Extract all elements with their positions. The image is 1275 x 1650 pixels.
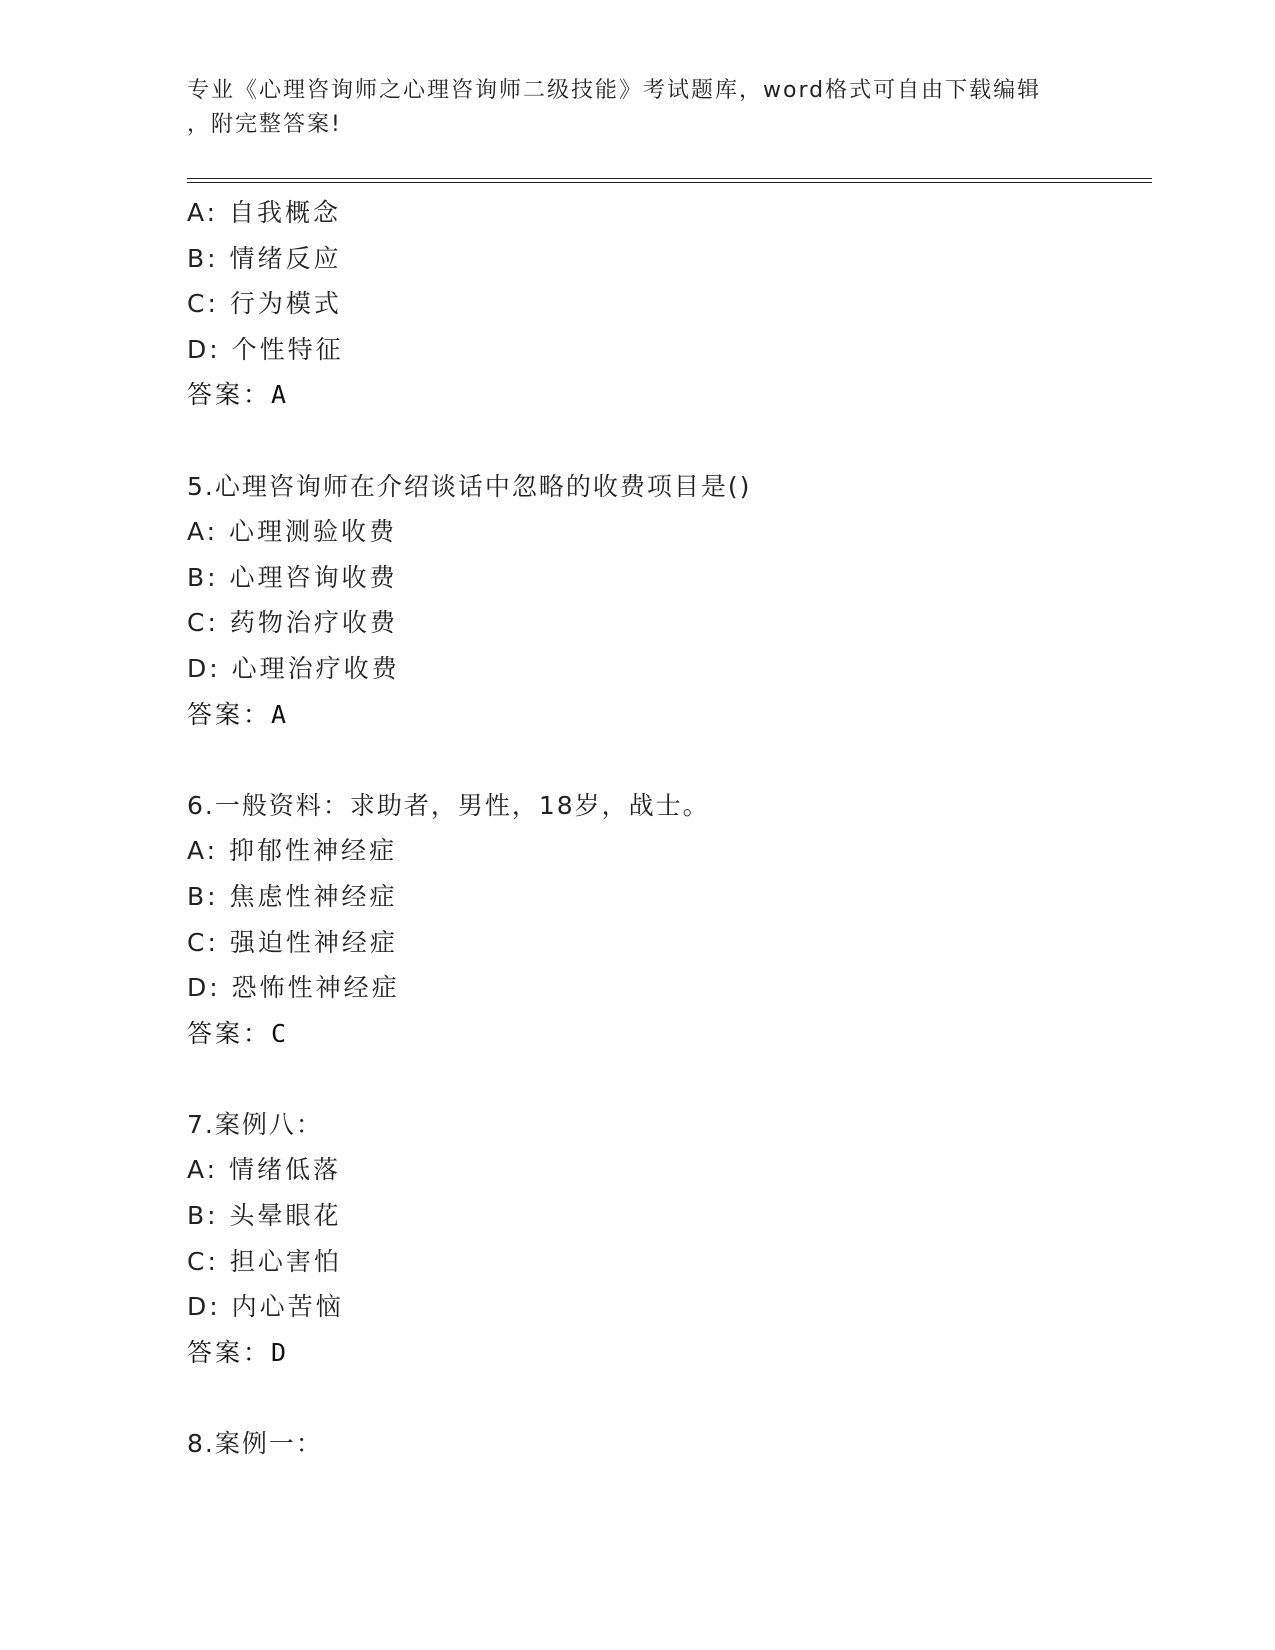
- document-header: [187, 74, 1067, 142]
- option-c: C: 担心害怕: [187, 1246, 342, 1276]
- option-a: A: 情绪低落: [187, 1155, 342, 1185]
- spacer: [187, 418, 1087, 464]
- question-4: [187, 190, 1087, 418]
- option-a: A: 抑郁性神经症: [187, 836, 398, 866]
- option-d: D: 内心苦恼: [187, 1292, 344, 1322]
- answer-line: [187, 1011, 1087, 1057]
- option-c: C: 行为模式: [187, 289, 342, 319]
- spacer: [187, 737, 1087, 783]
- question-6: [187, 783, 1087, 1057]
- answer-value: A: [271, 380, 287, 410]
- answer-label: 答案：: [187, 1018, 272, 1048]
- header-rule-bottom: [187, 182, 1152, 183]
- question-5: [187, 464, 1087, 738]
- option-c: C: 药物治疗收费: [187, 608, 398, 638]
- answer-value: A: [271, 699, 287, 729]
- question-title: 8.案例一：: [187, 1429, 323, 1459]
- header-rule-top: [187, 178, 1152, 179]
- option-a: A: 心理测验收费: [187, 517, 398, 547]
- option-d: D: 心理治疗收费: [187, 653, 400, 683]
- answer-value: C: [271, 1018, 287, 1048]
- question-7: [187, 1102, 1087, 1376]
- option-c: C: 强迫性神经症: [187, 927, 398, 957]
- option-b: B: 头晕眼花: [187, 1201, 342, 1231]
- question-list: [187, 190, 1087, 1467]
- option-d: D: 恐怖性神经症: [187, 973, 400, 1003]
- question-title: 5.心理咨询师在介绍谈话中忽略的收费项目是(): [187, 471, 752, 501]
- answer-label: 答案：: [187, 699, 272, 729]
- spacer: [187, 1375, 1087, 1421]
- answer-line: [187, 372, 1087, 418]
- spacer: [187, 1056, 1087, 1102]
- answer-label: 答案：: [187, 380, 272, 410]
- header-line-1: 专业《心理咨询师之心理咨询师二级技能》考试题库，word格式可自由下载编辑: [187, 78, 1042, 103]
- question-title: 6.一般资料：求助者，男性，18岁，战士。: [187, 790, 710, 820]
- option-b: B: 焦虑性神经症: [187, 881, 398, 911]
- question-8: [187, 1421, 1087, 1467]
- option-a: A: 自我概念: [187, 198, 342, 227]
- question-title: 7.案例八：: [187, 1109, 323, 1139]
- answer-label: 答案：: [187, 1337, 272, 1367]
- answer-line: [187, 1330, 1087, 1376]
- option-b: B: 情绪反应: [187, 243, 342, 273]
- option-b: B: 心理咨询收费: [187, 562, 398, 592]
- answer-line: [187, 692, 1087, 738]
- header-line-2: ，附完整答案!: [187, 112, 342, 137]
- option-d: D: 个性特征: [187, 334, 344, 364]
- answer-value: D: [271, 1337, 287, 1367]
